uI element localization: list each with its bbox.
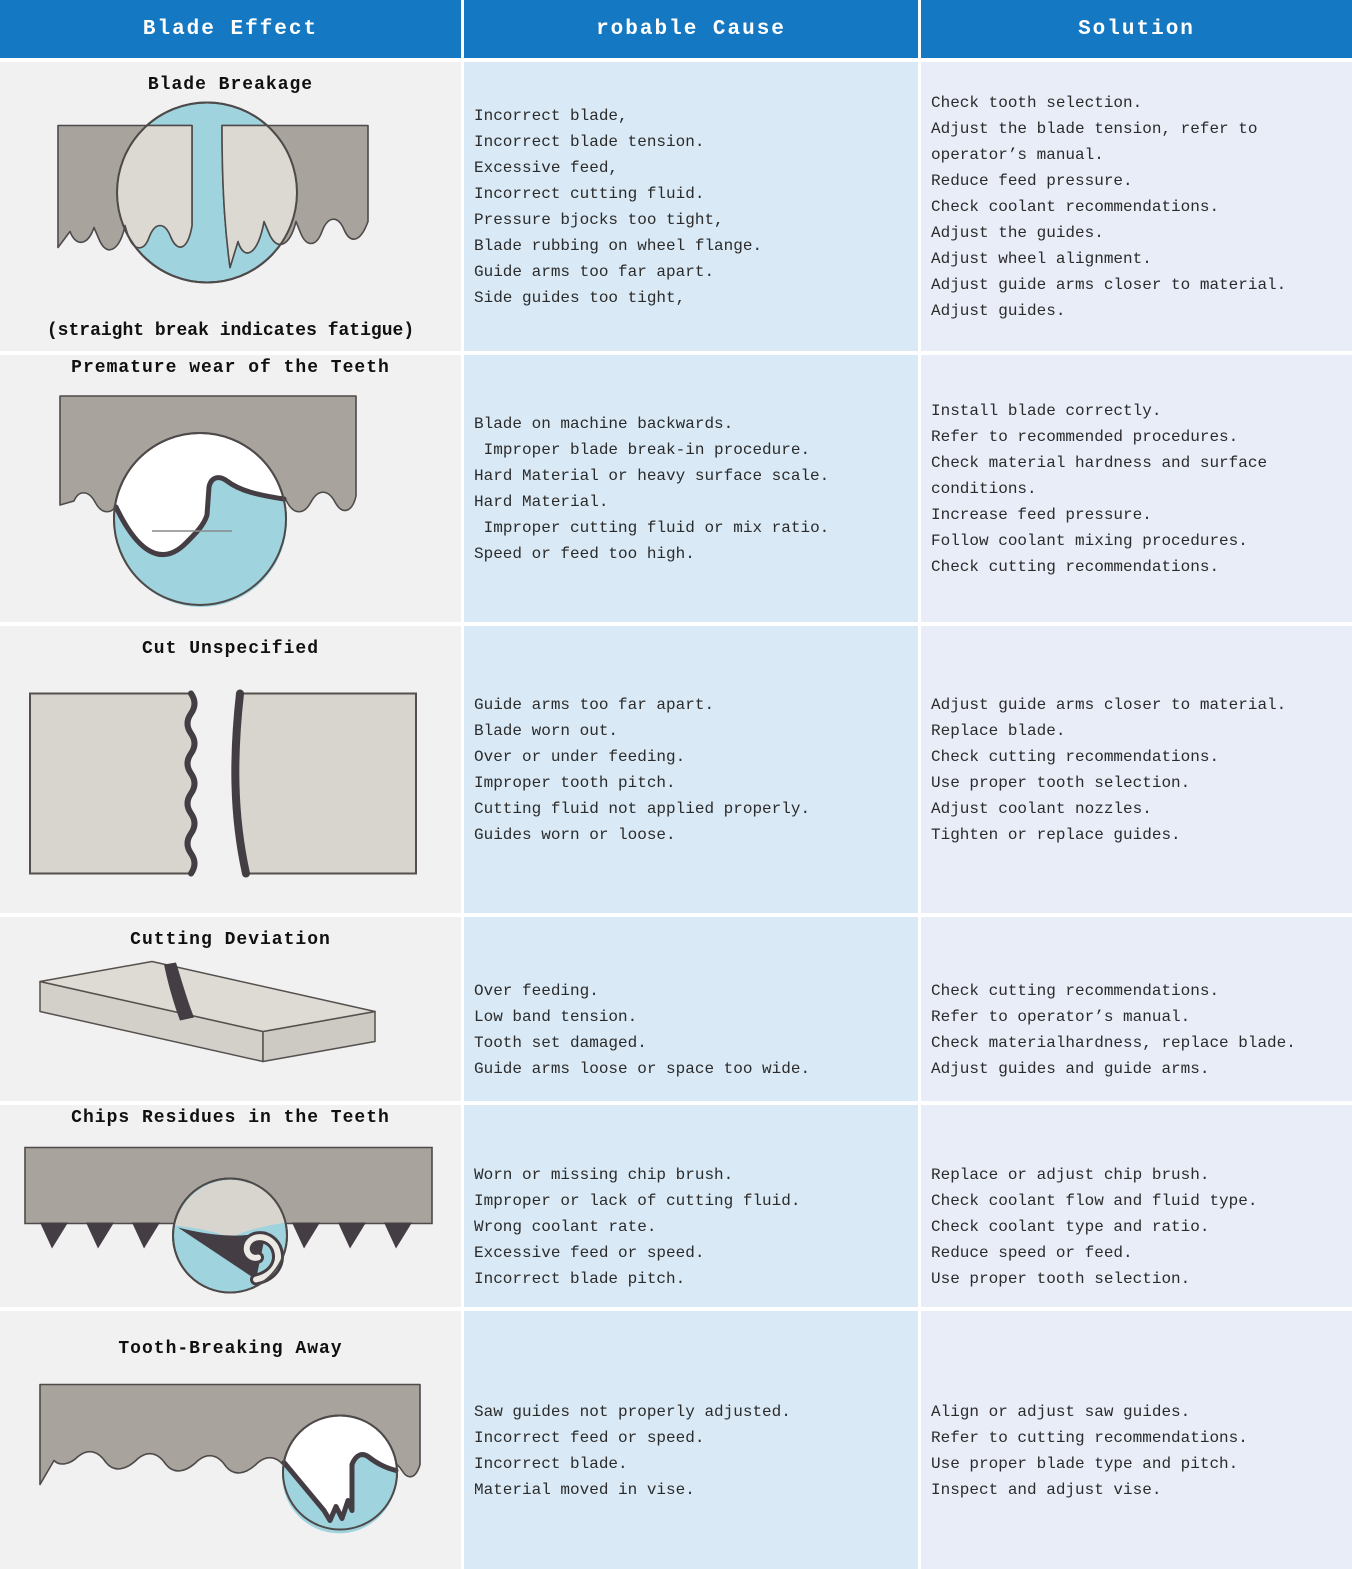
solution-list [921,1311,1352,1569]
text-line: Adjust guide arms closer to material. [931,275,1287,294]
text-line: Improper blade break-in procedure. [474,440,811,459]
text-line: Incorrect cutting fluid. [474,184,705,203]
text-line: Cutting fluid not applied properly. [474,799,811,818]
text-line: Guide arms loose or space too wide. [474,1060,811,1078]
text-line: Adjust wheel alignment. [931,249,1152,268]
row-title: Blade Breakage [147,75,314,95]
broken-tooth-magnifier-illustration [0,1359,461,1569]
column-header-label: Solution [1078,17,1195,41]
text-line: Incorrect blade tension. [474,132,705,151]
row-title: Cutting Deviation [130,930,331,950]
text-line: Incorrect blade pitch. [474,1270,686,1288]
cause-cell-blade-breakage [464,62,918,351]
worn-teeth-magnifier-illustration [0,378,461,622]
column-header-blade-effect [0,0,461,58]
text-line: Adjust the guides. [931,223,1104,242]
text-line: Hard Material. [474,492,609,511]
text-line: Blade on machine backwards. [474,414,734,433]
text-line: Install blade correctly. [931,401,1162,420]
solution-cell-premature-wear [921,355,1352,622]
text-line: Guides worn or loose. [474,825,676,844]
text-line: Improper cutting fluid or mix ratio. [474,518,830,537]
text-line: Check material hardness and surface conditions. [931,453,1277,498]
column-header-solution [921,0,1352,58]
text-line: Improper tooth pitch. [474,773,676,792]
text-line: Hard Material or heavy surface scale. [474,466,830,485]
solution-list [921,62,1352,351]
cause-list [464,917,918,1101]
text-line: Check coolant flow and fluid type. [931,1192,1258,1210]
text-line: Check cutting recommendations. [931,557,1220,576]
solution-cell-cutting-deviation [921,917,1352,1101]
text-line: Inspect and adjust vise. [931,1481,1162,1499]
cause-cell-cut-unspecified [464,626,918,913]
text-line: Adjust coolant nozzles. [931,799,1152,818]
effect-cell-premature-wear [0,355,461,622]
text-line: Tooth set damaged. [474,1034,647,1052]
chip-curl-magnifier-illustration [0,1128,461,1307]
text-line: Check cutting recommendations. [931,747,1220,766]
text-line: Check cutting recommendations. [931,982,1220,1000]
text-line: Follow coolant mixing procedures. [931,531,1248,550]
cause-cell-cutting-deviation [464,917,918,1101]
solution-list [921,626,1352,913]
text-line: Align or adjust saw guides. [931,1403,1191,1421]
text-line: Incorrect blade. [474,1455,628,1473]
text-line: Pressure bjocks too tight, [474,210,724,229]
text-line: Incorrect feed or speed. [474,1429,705,1447]
slab-with-angled-cut-illustration [0,950,461,1101]
effect-cell-blade-breakage [0,62,461,351]
wavy-and-bowed-cut-blocks-illustration [0,659,461,913]
text-line: Adjust guides. [931,301,1066,320]
text-line: Blade worn out. [474,721,619,740]
solution-list [921,917,1352,1101]
text-line: Replace or adjust chip brush. [931,1166,1210,1184]
solution-cell-chips-residues [921,1105,1352,1307]
text-line: Use proper tooth selection. [931,1270,1191,1288]
effect-cell-cut-unspecified [0,626,461,913]
solution-cell-cut-unspecified [921,626,1352,913]
text-line: Worn or missing chip brush. [474,1166,734,1184]
text-line: Saw guides not properly adjusted. [474,1403,791,1421]
cause-list [464,62,918,351]
text-line: Increase feed pressure. [931,505,1152,524]
text-line: Over or under feeding. [474,747,686,766]
column-header-label: robable Cause [596,17,786,41]
text-line: Check tooth selection. [931,93,1143,112]
text-line: Speed or feed too high. [474,544,695,563]
solution-cell-tooth-breaking-away [921,1311,1352,1569]
row-caption: (straight break indicates fatigue) [46,321,415,341]
row-title: Chips Residues in the Teeth [71,1108,390,1128]
cause-cell-tooth-breaking-away [464,1311,918,1569]
text-line: Guide arms too far apart. [474,695,715,714]
text-line: Refer to recommended procedures. [931,427,1239,446]
column-header-label: Blade Effect [142,17,319,41]
text-line: Excessive feed or speed. [474,1244,705,1262]
text-line: Adjust guide arms closer to material. [931,695,1287,714]
text-line: Tighten or replace guides. [931,825,1181,844]
text-line: Excessive feed, [474,158,619,177]
text-line: Improper or lack of cutting fluid. [474,1192,801,1210]
effect-cell-chips-residues [0,1105,461,1307]
cause-list [464,1311,918,1569]
text-line: Replace blade. [931,721,1066,740]
solution-list [921,1105,1352,1307]
row-title: Premature wear of the Teeth [71,358,390,378]
text-line: Adjust guides and guide arms. [931,1060,1210,1078]
effect-cell-tooth-breaking-away [0,1311,461,1569]
effect-cell-cutting-deviation [0,917,461,1101]
text-line: Check coolant type and ratio. [931,1218,1210,1236]
text-line: Refer to cutting recommendations. [931,1429,1248,1447]
text-line: Guide arms too far apart. [474,262,715,281]
text-line: Reduce speed or feed. [931,1244,1133,1262]
solution-list [921,355,1352,622]
text-line: Check materialhardness, replace blade. [931,1034,1296,1052]
cause-list [464,1105,918,1307]
cause-list [464,626,918,913]
cause-list [464,355,918,622]
text-line: Adjust the blade tension, refer to operator’s manual. [931,119,1268,164]
text-line: Wrong coolant rate. [474,1218,657,1236]
text-line: Blade rubbing on wheel flange. [474,236,763,255]
text-line: Side guides too tight, [474,288,686,307]
text-line: Over feeding. [474,982,599,1000]
broken-blade-magnifier-illustration [0,95,461,321]
row-title: Cut Unspecified [141,639,320,659]
solution-cell-blade-breakage [921,62,1352,351]
text-line: Material moved in vise. [474,1481,695,1499]
cause-cell-premature-wear [464,355,918,622]
text-line: Reduce feed pressure. [931,171,1133,190]
column-header-probable-cause [464,0,918,58]
cause-cell-chips-residues [464,1105,918,1307]
text-line: Use proper blade type and pitch. [931,1455,1239,1473]
text-line: Refer to operator’s manual. [931,1008,1191,1026]
text-line: Incorrect blade, [474,106,628,125]
row-title: Tooth-Breaking Away [118,1339,343,1359]
text-line: Use proper tooth selection. [931,773,1191,792]
text-line: Check coolant recommendations. [931,197,1220,216]
text-line: Low band tension. [474,1008,638,1026]
